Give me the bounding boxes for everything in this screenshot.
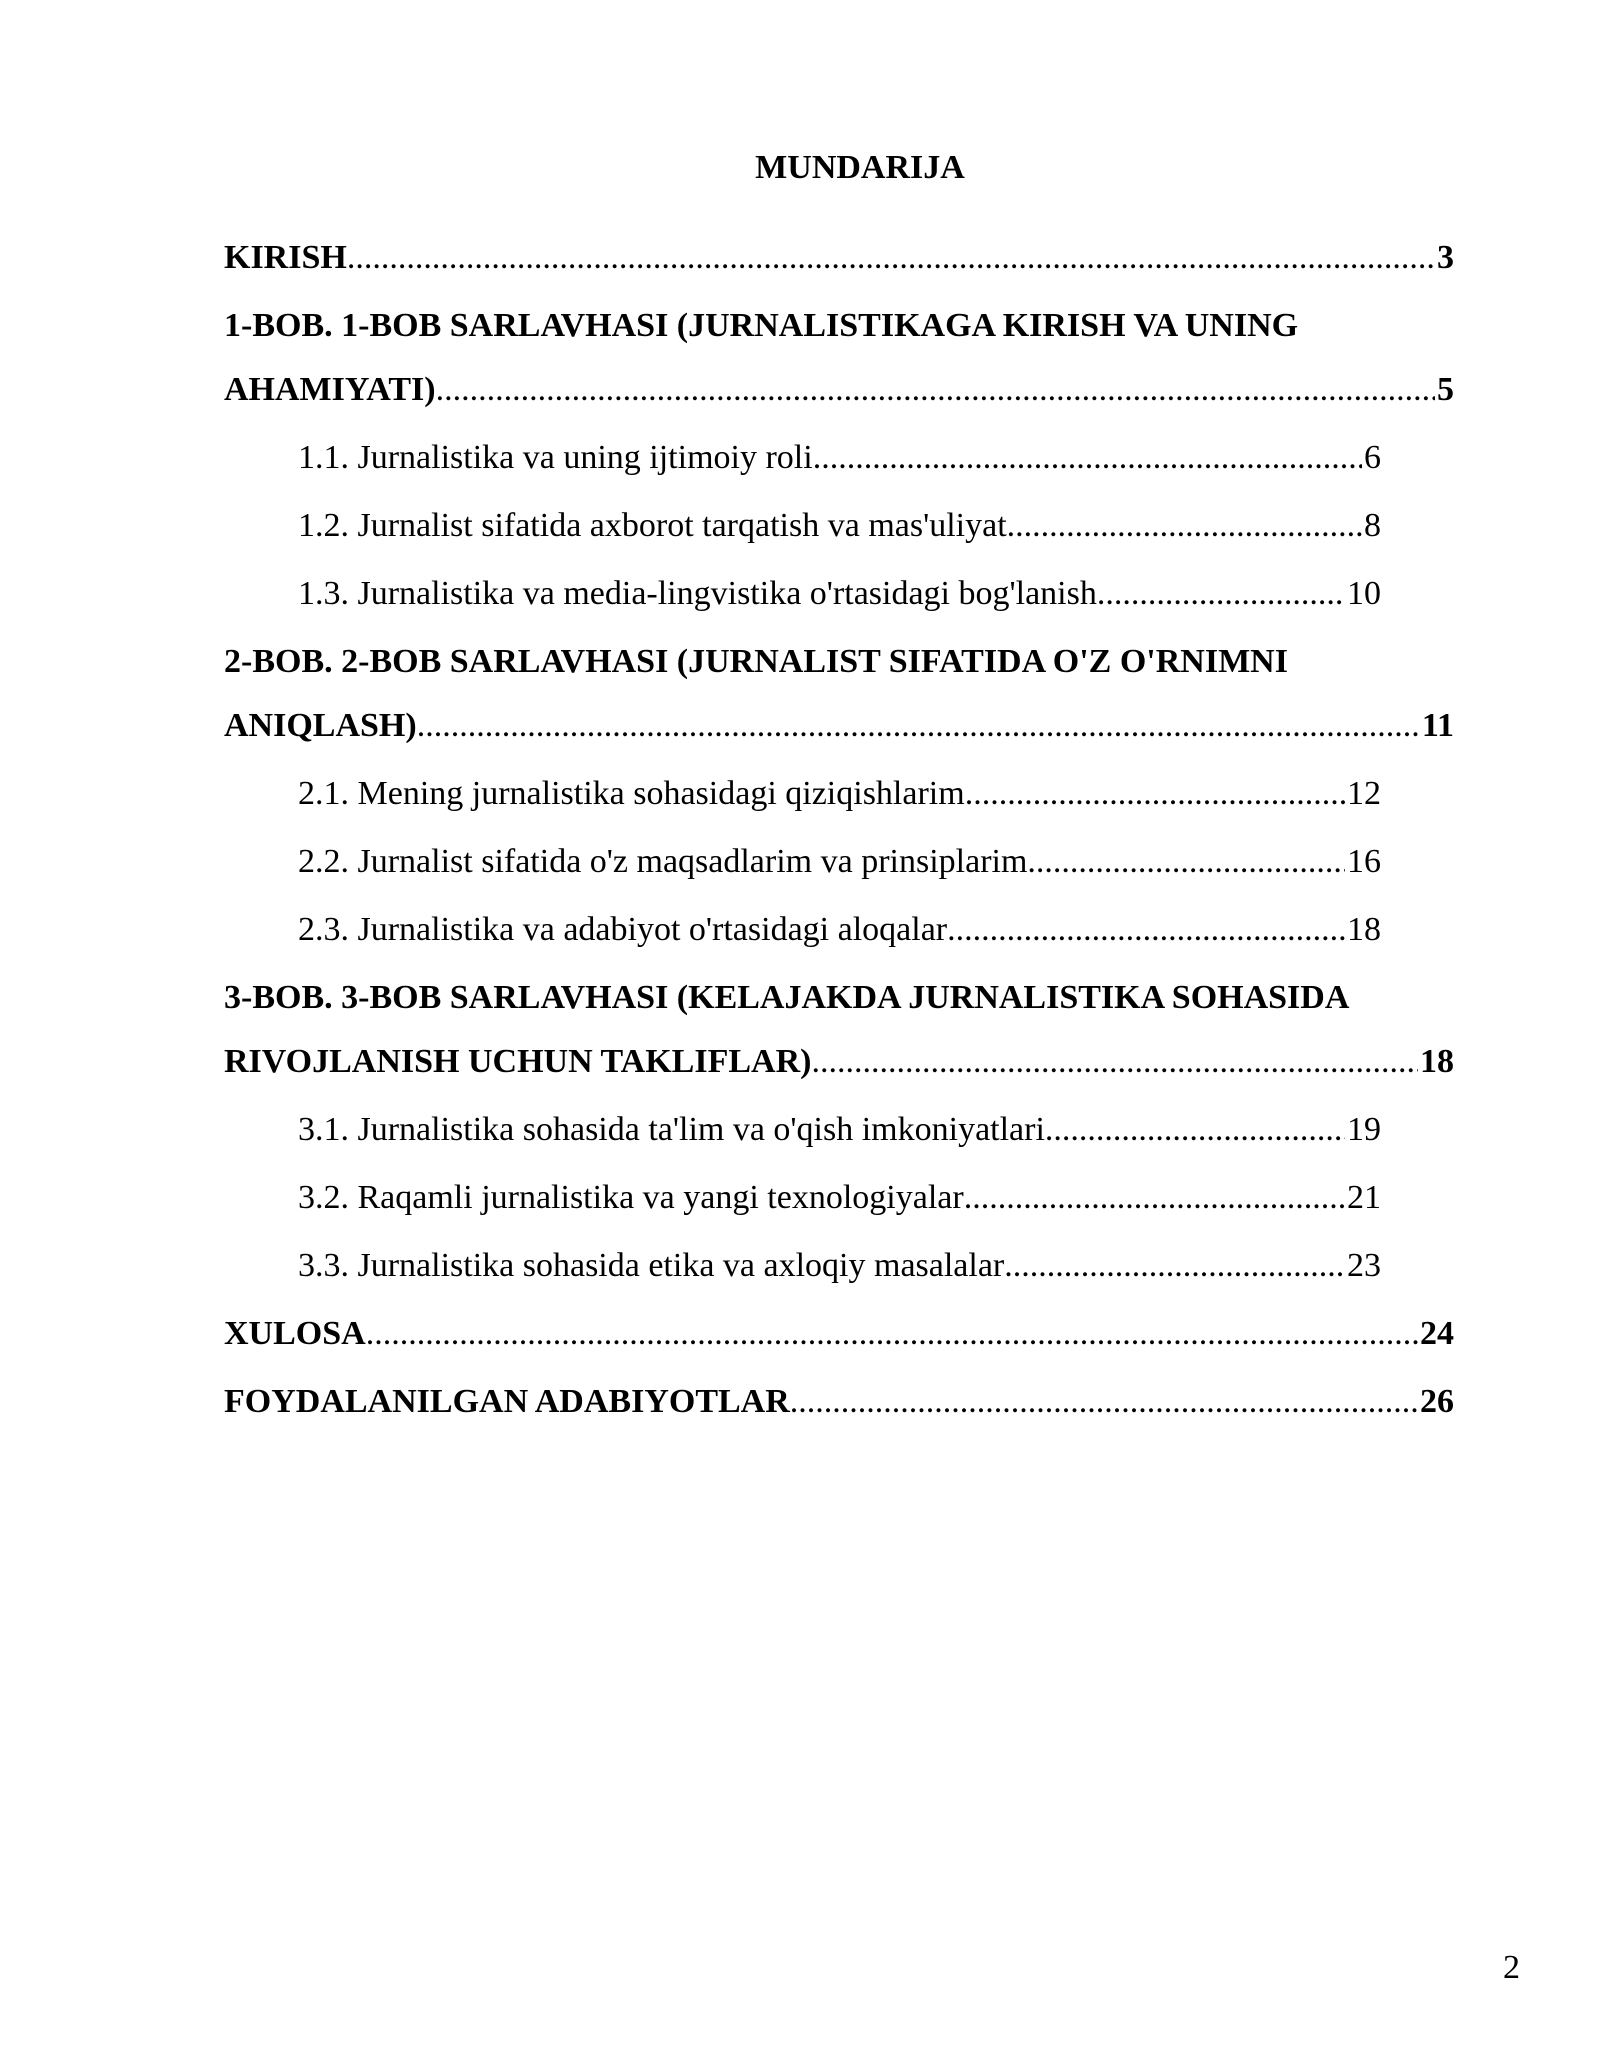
toc-page-number: 26 — [1420, 1383, 1454, 1420]
dot-leader — [436, 370, 1435, 410]
toc-entry-title: 3.3. Jurnalistika sohasida etika va axloqiy masalalar — [298, 1247, 1005, 1284]
toc-entry-title-continued: RIVOJLANISH UCHUN TAKLIFLAR) — [224, 1043, 812, 1080]
dot-leader — [1097, 574, 1345, 614]
toc-entry-section-3-3[interactable] — [224, 1246, 1381, 1286]
toc-entry-section-1-1[interactable] — [224, 438, 1381, 478]
page-number: 2 — [1503, 1949, 1520, 1986]
toc-entry-title: 2-BOB. 2-BOB SARLAVHASI (JURNALIST SIFATIDA O'Z O'RNIMNI — [224, 643, 1288, 680]
toc-entry-title: 1.1. Jurnalistika va uning ijtimoiy roli — [298, 439, 813, 476]
toc-page-number: 19 — [1347, 1111, 1381, 1148]
dot-leader — [417, 706, 1420, 746]
dot-leader — [347, 238, 1435, 278]
dot-leader — [947, 910, 1345, 950]
dot-leader — [1045, 1110, 1345, 1150]
dot-leader — [366, 1314, 1418, 1354]
dot-leader — [1004, 1246, 1345, 1286]
toc-entry-title-continued: ANIQLASH) — [224, 707, 417, 744]
toc-entry-title: FOYDALANILGAN ADABIYOTLAR — [224, 1383, 790, 1420]
toc-entry-title: 2.2. Jurnalist sifatida o'z maqsadlarim va prinsiplarim — [298, 843, 1028, 880]
toc-entry-title: KIRISH — [224, 239, 347, 276]
toc-entry-section-3-1[interactable] — [224, 1110, 1381, 1150]
toc-entry-title: 1-BOB. 1-BOB SARLAVHASI (JURNALISTIKAGA KIRISH VA UNING — [224, 307, 1299, 344]
toc-page-number: 18 — [1420, 1043, 1454, 1080]
toc-entry-title: 3-BOB. 3-BOB SARLAVHASI (KELAJAKDA JURNALISTIKA SOHASIDA — [224, 979, 1350, 1016]
toc-page-number: 8 — [1364, 507, 1381, 544]
toc-page-number: 12 — [1347, 775, 1381, 812]
toc-entry-chapter-1[interactable] — [224, 306, 1454, 410]
toc-entry-title: 2.1. Mening jurnalistika sohasidagi qiziqishlarim — [298, 775, 965, 812]
dot-leader — [1007, 506, 1362, 546]
toc-entry-chapter-2[interactable] — [224, 642, 1454, 746]
toc-page-number: 11 — [1421, 707, 1454, 744]
toc-page-number: 3 — [1437, 239, 1454, 276]
toc-page-number: 18 — [1347, 911, 1381, 948]
page-title: MUNDARIJA — [755, 149, 965, 186]
dot-leader — [790, 1382, 1418, 1422]
toc-page-number: 21 — [1347, 1179, 1381, 1216]
dot-leader — [964, 1178, 1345, 1218]
toc-page-number: 5 — [1437, 371, 1454, 408]
toc-entry-kirish[interactable] — [224, 238, 1454, 278]
toc-entry-chapter-3[interactable] — [224, 978, 1454, 1082]
dot-leader — [1027, 842, 1345, 882]
toc-entry-title: 2.3. Jurnalistika va adabiyot o'rtasidagi aloqalar — [298, 911, 948, 948]
toc-entry-section-2-2[interactable] — [224, 842, 1381, 882]
toc-entry-section-2-1[interactable] — [224, 774, 1381, 814]
toc-entry-section-1-3[interactable] — [224, 574, 1381, 614]
toc-page-number: 23 — [1347, 1247, 1381, 1284]
toc-entry-title-continued: AHAMIYATI) — [224, 371, 436, 408]
toc-entry-adabiyotlar[interactable] — [224, 1382, 1454, 1422]
toc-entry-xulosa[interactable] — [224, 1314, 1454, 1354]
dot-leader — [811, 1042, 1418, 1082]
toc-page-number: 16 — [1347, 843, 1381, 880]
toc-page-number: 10 — [1347, 575, 1381, 612]
toc-page-number: 24 — [1420, 1315, 1454, 1352]
toc-entry-title: 3.1. Jurnalistika sohasida ta'lim va o'qish imkoniyatlari — [298, 1111, 1045, 1148]
toc-page-number: 6 — [1364, 439, 1381, 476]
toc-entry-title: 3.2. Raqamli jurnalistika va yangi texnologiyalar — [298, 1179, 964, 1216]
table-of-contents — [224, 238, 1454, 1450]
toc-entry-title: 1.3. Jurnalistika va media-lingvistika o'rtasidagi bog'lanish — [298, 575, 1097, 612]
toc-entry-title: 1.2. Jurnalist sifatida axborot tarqatish va mas'uliyat — [298, 507, 1007, 544]
toc-entry-section-1-2[interactable] — [224, 506, 1381, 546]
dot-leader — [965, 774, 1345, 814]
toc-entry-title: XULOSA — [224, 1315, 366, 1352]
toc-entry-section-3-2[interactable] — [224, 1178, 1381, 1218]
dot-leader — [813, 438, 1362, 478]
toc-entry-section-2-3[interactable] — [224, 910, 1381, 950]
